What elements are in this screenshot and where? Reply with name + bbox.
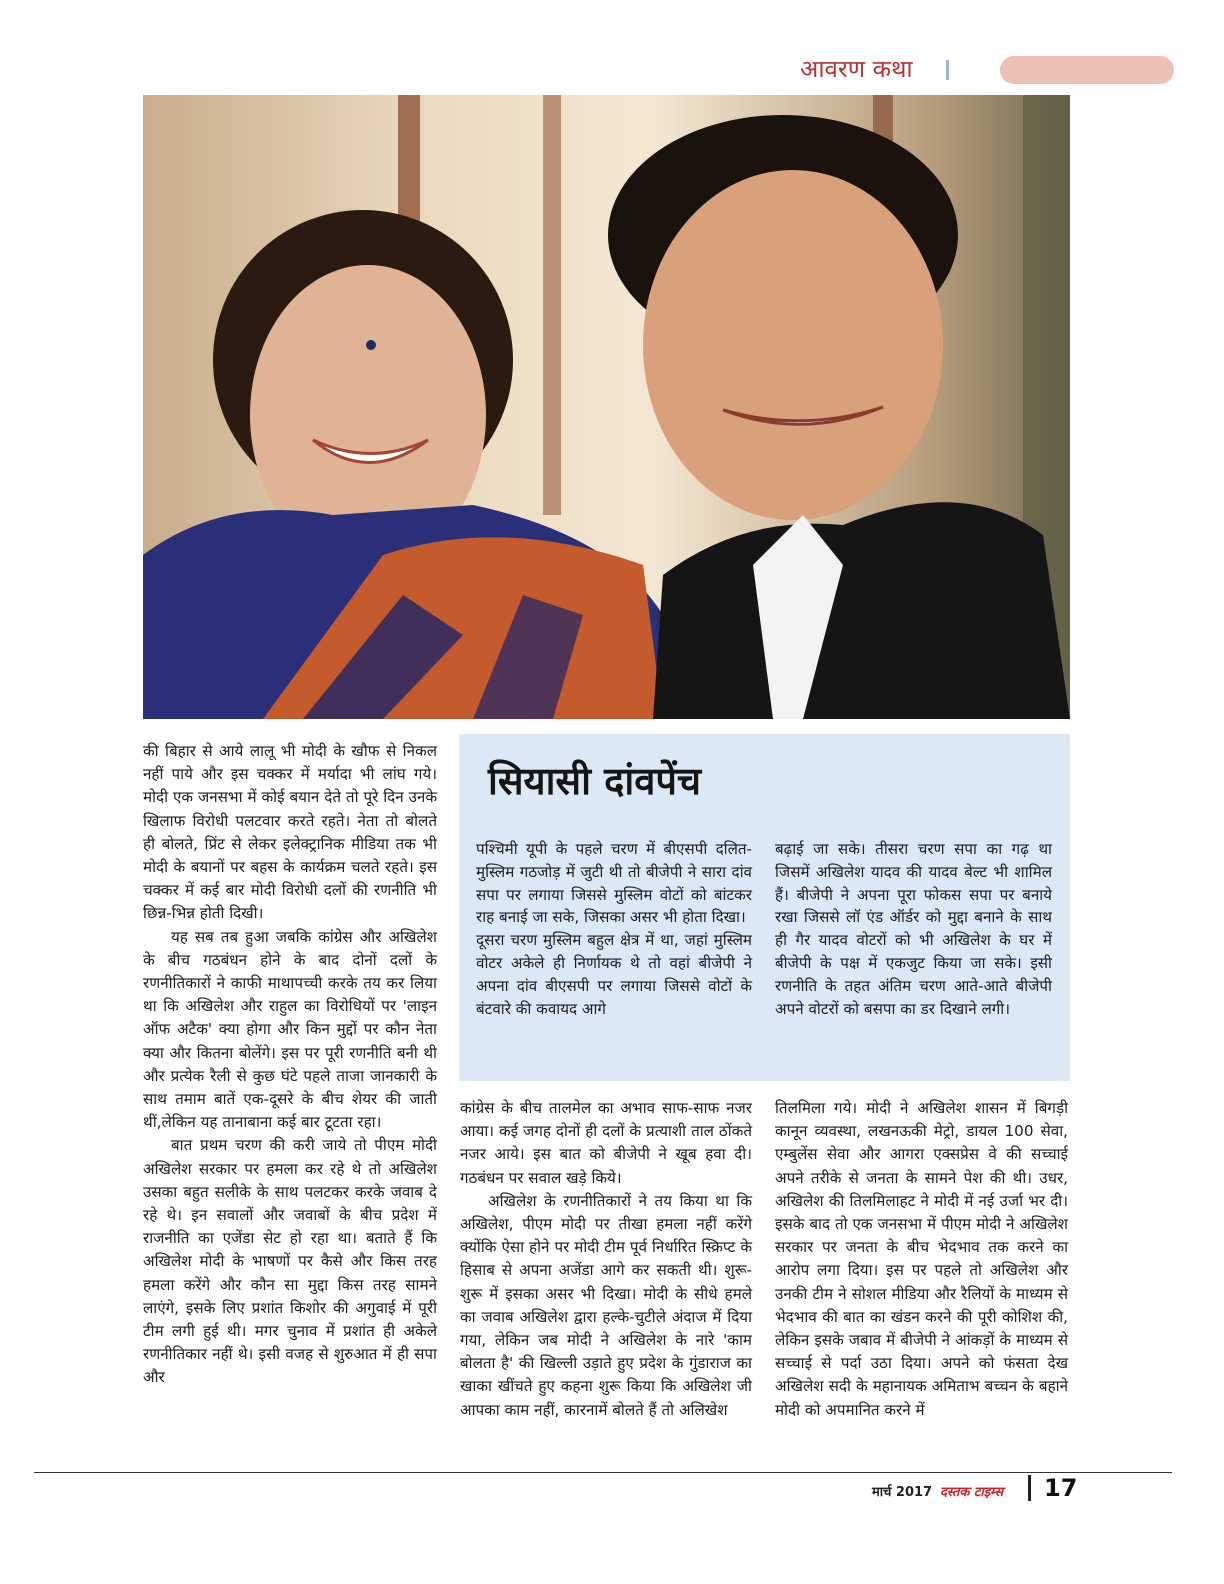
footer-separator: [1028, 1475, 1031, 1501]
left-paragraph-2: यह सब तब हुआ जबकि कांग्रेस और अखिलेश के बीच गठबंधन होने के बाद दोनों दलों के रणनीतिकारों ने काफी माथापच्ची करके तय कर लिया था कि अखिलेश और राहुल का विरोधियों पर 'लाइन ऑफ अटैक' क्या होगा और किन मुद्दों पर कौन नेता क्या और कितना बोलेंगे। इस पर पूरी रणनीति बनी थी और प्रत्येक रैली से कुछ घंटे पहले ताजा जानकारी के साथ तमाम बातें एक-दूसरे के बीच शेयर की जाती थीं,लेकिन यह तानाबाना कई बार टूटता रहा।: [143, 927, 437, 1132]
left-column: [143, 740, 437, 1390]
section-label: आवरण कथा: [800, 55, 913, 83]
section-divider: [946, 60, 949, 80]
footer-rule: [34, 1472, 1172, 1473]
right-column: [775, 1097, 1068, 1422]
footer-date: मार्च 2017: [872, 1485, 933, 1500]
sidebar-column-1: [476, 838, 752, 1020]
right-paragraph-1: तिलमिला गये। मोदी ने अखिलेश शासन में बिगड़ी कानून व्यवस्था, लखनऊकी मेट्रो, डायल 100 सेवा, एम्बुलेंस सेवा और आगरा एक्सप्रेस वे की सच्चाई अपने तरीके से जनता के सामने पेश की थी। उधर, अखिलेश की तिलमिलाहट ने मोदी में नई उर्जा भर दी। इसके बाद तो एक जनसभा में पीएम मोदी ने अखिलेश सरकार पर जनता के बीच भेदभाव तक करने का आरोप लगा दिया। इस पर पहले तो अखिलेश और उनकी टीम ने सोशल मीडिया और रैलियों के माध्यम से भेदभाव की बात का खंडन करने की पूरी कोशिश की, लेकिन इसके जबाव में बीजेपी ने आंकड़ों के माध्यम से सच्चाई से पर्दा उठा दिया। अपने को फंसता देख अखिलेश सदी के महानायक अमिताभ बच्चन के बहाने मोदी को अपमानित करने में: [775, 1099, 1068, 1419]
sidebar-col1-paragraph-2: दूसरा चरण मुस्लिम बहुल क्षेत्र में था, जहां मुस्लिम वोटर अकेले ही निर्णायक थे तो वहां बीजेपी ने अपना दांव बीएसपी पर लगाया जिससे वोटों के बंटवारे की कवायद आगे: [476, 931, 752, 1018]
magazine-logo: दस्तक टाइम्स: [940, 1485, 1004, 1500]
sidebar-col1-paragraph-1: पश्चिमी यूपी के पहले चरण में बीएसपी दलित-मुस्लिम गठजोड़ में जुटी थी तो बीजेपी ने सारा दांव सपा पर लगाया जिससे मुस्लिम वोटों को बांटकर राह बनाई जा सके, जिसका असर भी होता दिखा।: [476, 840, 752, 927]
left-paragraph-3: बात प्रथम चरण की करी जाये तो पीएम मोदी अखिलेश सरकार पर हमला कर रहे थे तो अखिलेश उसका बहुत सलीके के साथ पलटकर करके जवाब दे रहे थे। इन सवालों और जवाबों के बीच प्रदेश में राजनीति का एजेंडा सेट हो रहा था। बताते हैं कि अखिलेश मोदी के भाषणों पर कैसे और किस तरह हमला करेंगे और कौन सा मुद्दा किस तरह सामने लाएंगे, इसके लिए प्रशांत किशोर की अगुवाई में पूरी टीम लगी हुई थी। मगर चुनाव में प्रशांत ही अकेले रणनीतिकार नहीं थे। इसी वजह से शुरुआत में ही सपा और: [143, 1136, 437, 1387]
middle-column: [460, 1097, 752, 1422]
sidebar-title: सियासी दांवपेंच: [488, 759, 702, 803]
sidebar-col2-paragraph-1: बढ़ाई जा सके। तीसरा चरण सपा का गढ़ था जिसमें अखिलेश यादव की यादव बेल्ट भी शामिल हैं। बीजेपी ने अपना पूरा फोकस सपा पर बनाये रखा जिससे लॉ एंड ऑर्डर को मुद्दा बनाने के साथ ही गैर यादव वोटरों को भी अखिलेश के घर में बीजेपी के पक्ष में एकजुट किया जा सके। इसी रणनीति के तहत अंतिम चरण आते-आते बीजेपी अपने वोटरों को बसपा का डर दिखाने लगी।: [775, 840, 1052, 1018]
sidebar-column-2: [775, 838, 1052, 1020]
middle-paragraph-2: अखिलेश के रणनीतिकारों ने तय किया था कि अखिलेश, पीएम मोदी पर तीखा हमला नहीं करेंगे क्योंकि ऐसा होने पर मोदी टीम पूर्व निर्धारित स्क्रिप्ट के हिसाब से अपना अजेंडा आगे कर सकती थी। शुरू-शुरू में इसका असर भी दिखा। मोदी के सीधे हमले का जवाब अखिलेश द्वारा हल्के-चुटीले अंदाज में दिया गया, लेकिन जब मोदी ने अखिलेश के नारे 'काम बोलता है' की खिल्ली उड़ाते हुए प्रदेश के गुंडाराज का खाका खींचते हुए कहना शुरू किया कि अखिलेश जी आपका काम नहीं, कारनामें बोलते हैं तो अलिखेश: [460, 1191, 752, 1419]
portrait-photo-icon: [143, 95, 1070, 719]
left-paragraph-1: की बिहार से आये लालू भी मोदी के खौफ से निकल नहीं पाये और इस चक्कर में मर्यादा भी लांघ गये। मोदी एक जनसभा में कोई बयान देते तो पूरे दिन उनके खिलाफ विरोधी पलटवार करते रहते। नेता तो बोलते ही बोलते, प्रिंट से लेकर इलेक्ट्रानिक मीडिया तक भी मोदी के बयानों पर बहस के कार्यक्रम चलते रहते। इस चक्कर में कई बार मोदी विरोधी दलों की रणनीति भी छिन्न-भिन्न होती दिखी।: [143, 742, 437, 923]
middle-paragraph-1: कांग्रेस के बीच तालमेल का अभाव साफ-साफ नजर आया। कई जगह दोनों ही दलों के प्रत्याशी ताल ठोंकते नजर आये। इस बात को बीजेपी ने खूब हवा दी। गठबंधन पर सवाल खड़े किये।: [460, 1099, 752, 1187]
page-number: 17: [1044, 1474, 1078, 1502]
section-pill-decoration: [1000, 56, 1174, 84]
portrait-photo: [143, 95, 1070, 719]
